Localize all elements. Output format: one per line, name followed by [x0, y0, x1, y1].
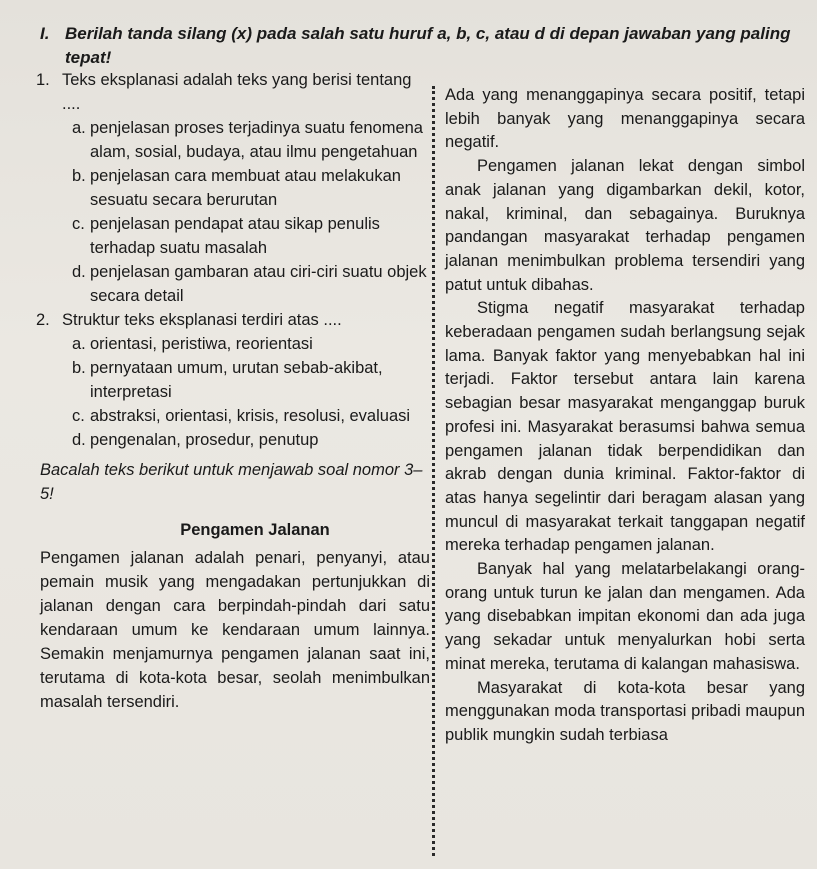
option-letter: d.	[72, 431, 86, 449]
option-letter: c.	[72, 215, 85, 233]
right-paragraph-2: Stigma negatif masyarakat terhadap keberadaan pengamen sudah berlangsung sejak lama. Banyak faktor yang menyebabkan hal ini terjadi. Faktor tersebut antara lain karena sebagian besar masyarakat menganggap buruk profesi ini. Masyarakat berasumsi bahwa semua pengamen jalanan tidak berpendidikan dan akrab dengan dunia kriminal. Faktor-faktor di atas hanya segelintir dari beragam alasan yang muncul di masyarakat terkait tanggapan negatif mereka terhadap pengamen jalanan.	[445, 299, 805, 555]
instruction-number: I.	[40, 24, 50, 43]
option-1b[interactable]	[62, 164, 430, 212]
column-divider	[432, 86, 435, 856]
instruction-text: Berilah tanda silang (x) pada salah satu huruf a, b, c, atau d di depan jawaban yang paling tepat!	[65, 24, 791, 67]
option-letter: d.	[72, 263, 86, 281]
option-text: penjelasan proses terjadinya suatu fenomena alam, sosial, budaya, atau ilmu pengetahuan	[90, 119, 423, 161]
option-letter: a.	[72, 119, 86, 137]
option-letter: b.	[72, 359, 86, 377]
question-stem: Teks eksplanasi adalah teks yang berisi tentang ....	[62, 71, 412, 113]
option-text: pernyataan umum, urutan sebab-akibat, interpretasi	[90, 359, 383, 401]
question-number: 2.	[36, 311, 50, 329]
option-1c[interactable]	[62, 212, 430, 260]
option-1a[interactable]	[62, 116, 430, 164]
option-text: penjelasan cara membuat atau melakukan sesuatu secara berurutan	[90, 167, 401, 209]
instruction	[40, 22, 810, 70]
story-title: Pengamen Jalanan	[180, 521, 330, 539]
right-column	[445, 84, 805, 748]
left-column	[36, 68, 430, 714]
option-letter: c.	[72, 407, 85, 425]
option-letter: a.	[72, 335, 86, 353]
option-text: abstraksi, orientasi, krisis, resolusi, evaluasi	[90, 407, 411, 425]
option-letter: b.	[72, 167, 86, 185]
option-text: orientasi, peristiwa, reorientasi	[90, 335, 313, 353]
option-text: penjelasan pendapat atau sikap penulis terhadap suatu masalah	[90, 215, 380, 257]
right-paragraph-0: Ada yang menanggapinya secara positif, tetapi lebih banyak yang menanggapinya secara negatif.	[445, 86, 805, 152]
right-paragraph-1: Pengamen jalanan lekat dengan simbol anak jalanan yang digambarkan dekil, kotor, nakal, kriminal, dan sebagainya. Buruknya pandangan masyarakat terhadap pengamen jalanan menimbulkan problema tersendiri yang patut untuk dibahas.	[445, 157, 805, 294]
option-text: pengenalan, prosedur, penutup	[90, 431, 319, 449]
story-paragraph-1: Pengamen jalanan adalah penari, penyanyi, atau pemain musik yang mengadakan pertunjukkan di jalanan dengan cara berpindah-pindah dari satu kendaraan umum ke kendaraan umum lainnya. Semakin menjamurnya pengamen jalanan saat ini, terutama di kota-kota besar, seolah menimbulkan masalah tersendiri.	[40, 549, 430, 711]
option-2b[interactable]	[62, 356, 430, 404]
reading-intro: Bacalah teks berikut untuk menjawab soal nomor 3–5!	[40, 461, 423, 503]
question-2	[36, 308, 430, 452]
option-text: penjelasan gambaran atau ciri-ciri suatu objek secara detail	[90, 263, 427, 305]
question-stem: Struktur teks eksplanasi terdiri atas ....	[62, 311, 342, 329]
option-2a[interactable]	[62, 332, 430, 356]
question-number: 1.	[36, 71, 50, 89]
right-paragraph-4: Masyarakat di kota-kota besar yang menggunakan moda transportasi pribadi maupun publik mungkin sudah terbiasa	[445, 678, 805, 744]
question-1	[36, 68, 430, 308]
right-paragraph-3: Banyak hal yang melatarbelakangi orang-orang untuk turun ke jalan dan mengamen. Ada yang disebabkan impitan ekonomi dan ada juga yang sekadar untuk menyalurkan hobi serta minat mereka, terutama di kalangan mahasiswa.	[445, 560, 805, 673]
option-2c[interactable]	[62, 404, 430, 428]
option-2d[interactable]	[62, 428, 430, 452]
option-1d[interactable]	[62, 260, 430, 308]
